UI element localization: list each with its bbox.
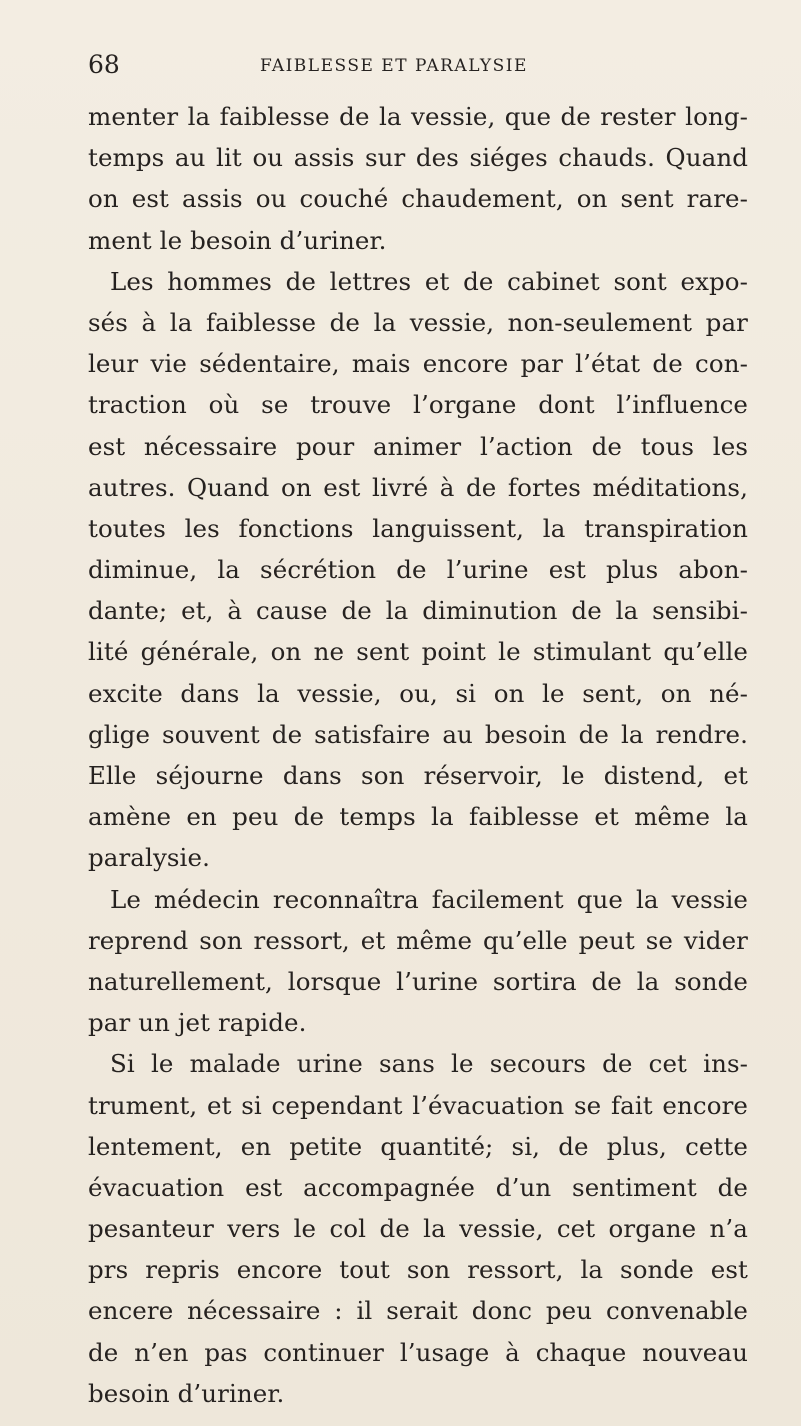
text-line: lité générale, on ne sent point le stimulant qu’elle	[88, 637, 748, 667]
text-line: sés à la faiblesse de la vessie, non-seulement par	[88, 307, 748, 337]
text-line: Si le malade urine sans le secours de cet ins-	[110, 1049, 748, 1079]
text-line: menter la faiblesse de la vessie, que de rester long-	[88, 102, 748, 131]
text-line: on est assis ou couché chaudement, on sent rare-	[88, 184, 748, 214]
text-line: traction où se trouve l’organe dont l’influence	[88, 390, 748, 420]
text-line: amène en peu de temps la faiblesse et même la	[88, 802, 748, 832]
text-line: prs repris encore tout son ressort, la sonde est	[88, 1255, 748, 1285]
text-line: dante; et, à cause de la diminution de la sensibi-	[88, 596, 748, 626]
text-line: diminue, la sécrétion de l’urine est plus abon-	[88, 555, 748, 585]
text-line: Les hommes de lettres et de cabinet sont expo-	[110, 266, 748, 296]
text-line: besoin d’uriner.	[88, 1378, 285, 1408]
text-line: excite dans la vessie, ou, si on le sent, on né-	[88, 678, 748, 708]
text-line: encere nécessaire : il serait donc peu convenable	[88, 1296, 748, 1326]
text-line: Elle séjourne dans son réservoir, le distend, et	[88, 761, 748, 790]
text-line: trument, et si cependant l’évacuation se fait encore	[88, 1090, 748, 1120]
text-line: paralysie.	[88, 843, 210, 873]
running-title: FAIBLESSE ET PARALYSIE	[260, 56, 528, 76]
text-line: naturellement, lorsque l’urine sortira de la sonde	[88, 966, 748, 996]
text-line: glige souvent de satisfaire au besoin de la rendre.	[88, 719, 748, 749]
text-line: ment le besoin d’uriner.	[88, 225, 387, 255]
text-line: pesanteur vers le col de la vessie, cet organe n’a	[88, 1214, 748, 1244]
text-line: évacuation est accompagnée d’un sentiment de	[88, 1172, 748, 1202]
text-line: par un jet rapide.	[88, 1008, 307, 1038]
page-header	[88, 50, 748, 84]
text-line: de n’en pas continuer l’usage à chaque nouveau	[88, 1337, 748, 1367]
text-line: reprend son ressort, et même qu’elle peut se vider	[88, 925, 748, 955]
page-number: 68	[88, 50, 120, 79]
text-line: autres. Quand on est livré à de fortes méditations,	[88, 472, 748, 502]
text-line: leur vie sédentaire, mais encore par l’état de con-	[88, 349, 748, 379]
text-line: lentement, en petite quantité; si, de plus, cette	[88, 1131, 748, 1161]
body-text	[88, 96, 748, 1414]
text-line: Le médecin reconnaîtra facilement que la vessie	[110, 884, 748, 914]
text-line: temps au lit ou assis sur des siéges chauds. Quand	[88, 143, 748, 173]
text-line: toutes les fonctions languissent, la transpiration	[88, 513, 748, 543]
text-line: est nécessaire pour animer l’action de tous les	[88, 431, 748, 461]
